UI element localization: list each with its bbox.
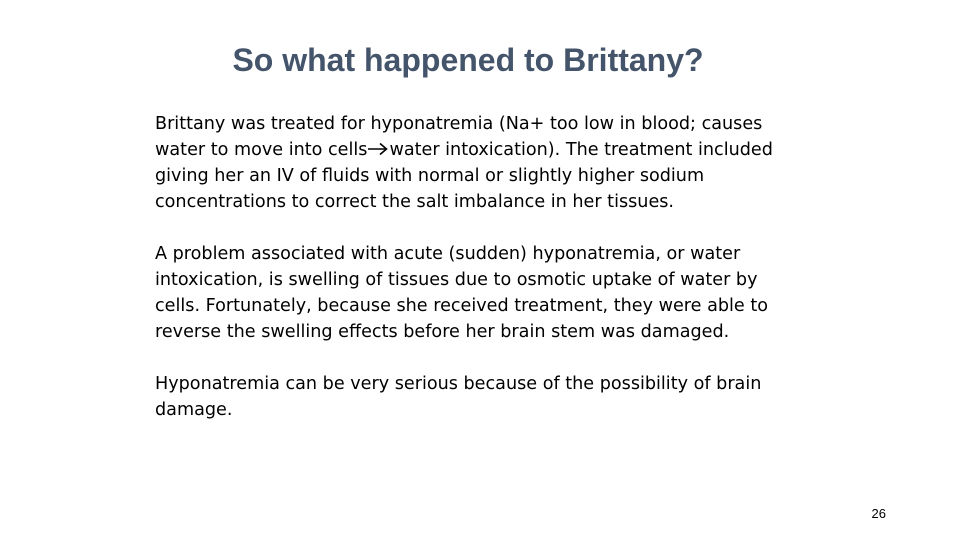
right-arrow-icon	[367, 142, 389, 156]
paragraph-treatment	[155, 111, 805, 215]
slide-body	[155, 111, 805, 423]
right-arrow-icon-graphic	[367, 142, 389, 156]
paragraph-seriousness: Hyponatremia can be very serious because of the possibility of brain damage.	[155, 374, 762, 420]
paragraph-swelling: A problem associated with acute (sudden) hyponatremia, or water intoxication, is swelling of tissues due to osmotic uptake of water by cells. Fortunately, because she received treatment, they were able to reverse the swelling effects before her brain stem was damaged.	[155, 244, 768, 342]
paragraph-treatment-text-start: Brittany was treated for hyponatremia (Na+ too low in blood; causes water to move into cells	[155, 114, 763, 160]
page-number: 26	[871, 506, 886, 521]
paragraph-treatment-text-end: water intoxication). The treatment included giving her an IV of fluids with normal or slightly higher sodium concentrations to correct the salt imbalance in her tissues.	[155, 140, 773, 212]
slide-title: So what happened to Brittany?	[232, 42, 704, 78]
